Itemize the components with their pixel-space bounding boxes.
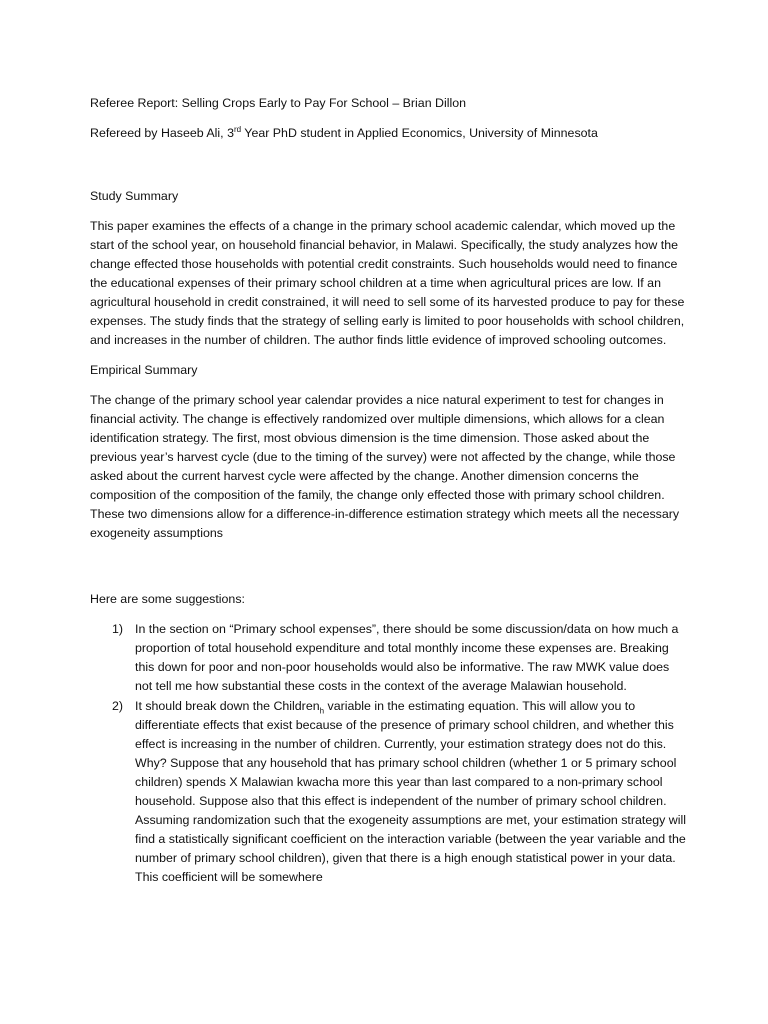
study-summary-heading: Study Summary <box>90 189 179 203</box>
list-item-text: In the section on “Primary school expenses”, there should be some discussion/data on how much a proportion of total household expenditure and total monthly income these expenses are. Breaking this down for poor and non-poor households would also be informative. The raw MWK value does not tell me how substantial these costs in the context of the average Malawian household. <box>135 622 679 693</box>
byline-rest: Year PhD student in Applied Economics, University of Minnesota <box>241 126 598 140</box>
list-item-text-before: It should break down the Children <box>135 699 320 713</box>
list-item <box>90 620 688 696</box>
variable-subscript: h <box>319 706 325 716</box>
list-item <box>90 697 688 887</box>
referee-byline <box>90 124 688 143</box>
suggestions-lead: Here are some suggestions: <box>90 592 245 606</box>
list-item-number: 2) <box>112 699 124 713</box>
study-summary-paragraph: This paper examines the effects of a change in the primary school academic calendar, which moved up the start of the school year, on household financial behavior, in Malawi. Specifically, the study analyzes how the change effected those households with potential credit constraints. Such households would need to finance the educational expenses of their primary school children at a time when agricultural prices are low. If an agricultural household in credit constrained, it will need to sell some of its harvested produce to pay for these expenses. The study finds that the strategy of selling early is limited to poor households with school children, and increases in the number of children. The author finds little evidence of improved schooling outcomes. <box>90 219 685 347</box>
list-item-number: 1) <box>112 622 124 636</box>
byline-ordinal-suffix: rd <box>233 124 242 134</box>
empirical-summary-heading: Empirical Summary <box>90 363 198 377</box>
report-title: Referee Report: Selling Crops Early to Pay For School – Brian Dillon <box>90 96 467 110</box>
list-item-text-after: variable in the estimating equation. This will allow you to differentiate effects that exist because of the presence of primary school children, and whether this effect is increasing in the number of children. Currently, your estimation strategy does not do this. Why? Suppose that any household that has primary school children (whether 1 or 5 primary school children) spends X Malawian kwacha more this year than last compared to a non-primary school household. Suppose also that this effect is independent of the number of primary school children. Assuming randomization such that the exogeneity assumptions are met, your estimation strategy will find a statistically significant coefficient on the interaction variable (between the year variable and the number of primary school children), given that there is a high enough statistical power in your data. This coefficient will be somewhere <box>135 699 686 884</box>
suggestions-list <box>90 620 688 887</box>
empirical-summary-paragraph: The change of the primary school year calendar provides a nice natural experiment to test for changes in financial activity. The change is effectively randomized over multiple dimensions, which allows for a clean identification strategy. The first, most obvious dimension is the time dimension. Those asked about the previous year’s harvest cycle (due to the timing of the survey) were not affected by the change, while those asked about the current harvest cycle were affected by the change. Another dimension concerns the composition of the composition of the family, the change only effected those with primary school children. These two dimensions allow for a difference-in-difference estimation strategy which meets all the necessary exogeneity assumptions <box>90 393 680 540</box>
byline-prefix: Refereed by Haseeb Ali, 3 <box>90 126 234 140</box>
